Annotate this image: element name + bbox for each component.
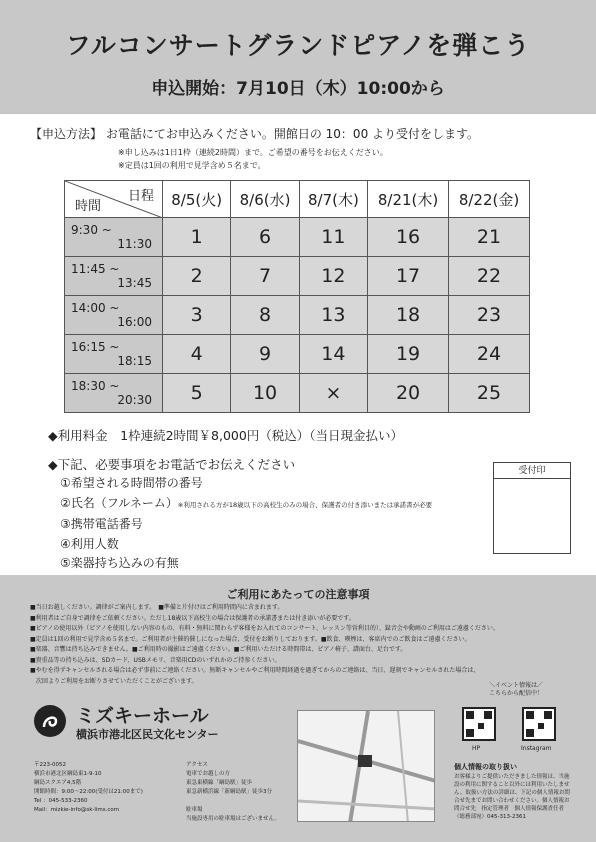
schedule-header-row [65, 181, 530, 218]
method-label: 【申込方法】 [30, 127, 103, 141]
page-title: フルコンサートグランドピアノを弾こう [65, 31, 531, 60]
list-item: ②氏名（フルネーム）※利用される方が18歳以下の高校生のみの場合、保護者の付き添いまたは承諾書が必要 [60, 495, 433, 510]
hall-subname: 横浜市港北区民文化センター [76, 728, 219, 741]
list-item: ①希望される時間帯の番号 [60, 476, 203, 490]
slot-number: 1 [163, 218, 231, 257]
usage-fee: ◆利用料金 1枠連続2時間￥8,000円（税込）（当日現金払い） [48, 428, 404, 443]
date-header: 8/5(火) [163, 181, 231, 218]
note-line: ■楽器、音響は持ち込みできません。■ご利用時の撮影はご遠慮ください。■ご利用いただける時間帯は、ピアノ椅子、譜面台、足台です。 [30, 646, 407, 653]
schedule-corner [65, 181, 163, 218]
slot-number: 16 [368, 218, 449, 257]
event-info [458, 682, 574, 698]
time-slot: 16:15 ~ 18:15 [65, 335, 163, 374]
slot-number: 2 [163, 257, 231, 296]
time-slot: 14:00 ~ 16:00 [65, 296, 163, 335]
schedule-row [65, 335, 530, 374]
privacy-block [454, 763, 574, 821]
stamp-label: 受付印 [494, 463, 570, 479]
minor-note: ※利用される方が18歳以下の高校生のみの場合、保護者の付き添いまたは承諾書が必要 [177, 500, 433, 509]
application-start-date: 申込開始：7月10日（木）10:00から [151, 79, 445, 99]
time-slot: 18:30 ~ 20:30 [65, 374, 163, 413]
hp-qr-code-icon[interactable] [462, 707, 496, 741]
note-line: ■当日お越しください。調律がご案内します。 ■準備と片付けはご利用時間内に含まれます。 [30, 604, 284, 611]
address-block: 〒223-0052 横浜市港北区綱島東1-9-10 綱島スクエア4,5階 開館時間：9:00～22:00(受付は21:00まで) Tel ：045-533-2360 Mail：mizkie-info@sk-lims.com [34, 762, 143, 813]
required-items-list [60, 474, 432, 574]
slot-number: 13 [299, 296, 367, 335]
method-text: お電話にてお申込みください。開館日の 10：00 より受付をします。 [105, 127, 480, 141]
slot-number: 19 [368, 335, 449, 374]
slot-number: 5 [163, 374, 231, 413]
note-capacity: ※定員は1回の利用で見学含め５名まで。 [118, 161, 266, 170]
hall-name: ミズキーホール [76, 705, 209, 727]
footer-band [0, 575, 596, 842]
note-line: ■利用者はご自身で調律をご依頼ください。ただし18歳以下高校生の場合は保護者の承諾書または付き添いが必要です。 [30, 614, 355, 622]
date-header: 8/7(木) [299, 181, 367, 218]
date-header: 8/6(水) [231, 181, 299, 218]
schedule-row [65, 374, 530, 413]
slot-number: 12 [299, 257, 367, 296]
reception-stamp-box [493, 462, 571, 554]
schedule-row [65, 296, 530, 335]
slot-number: 8 [231, 296, 299, 335]
slot-number: 24 [449, 335, 530, 374]
schedule-table [64, 180, 530, 413]
time-slot: 11:45 ~ 13:45 [65, 257, 163, 296]
note-line: ■やむを得ずキャンセルされる場合は必ず事前にご連絡ください。無断キャンセルやご利用時間経過を過ぎてからのご連絡は、当日、遅刻でキャンセルされた場合は、 [30, 667, 480, 674]
date-header: 8/21(木) [368, 181, 449, 218]
note-line: ■定員は1回の利用で見学含め５名まで。ご利用者が主催的催しになった場合、受付をお断りしております。■飲食、喫煙は、客席内でのご飲食はご遠慮ください。 [30, 635, 471, 643]
hp-label: HP [472, 745, 481, 752]
notes-title: ご利用にあたっての注意事項 [226, 588, 370, 601]
slot-number: 3 [163, 296, 231, 335]
corner-day-label: 日程 [127, 189, 154, 204]
schedule-row [65, 218, 530, 257]
note-line: 次回よりご利用をお断りさせていただくことがございます。 [30, 677, 198, 685]
slot-number: 21 [449, 218, 530, 257]
slot-number: 11 [299, 218, 367, 257]
slot-number: 17 [368, 257, 449, 296]
slot-number: 4 [163, 335, 231, 374]
access-map [297, 710, 435, 822]
slot-number: 14 [299, 335, 367, 374]
event-subtitle: こちらから配信中！ [488, 690, 543, 697]
privacy-title: 個人情報の取り扱い [454, 763, 517, 771]
logo-mark-icon [34, 705, 66, 737]
slot-number: 9 [231, 335, 299, 374]
list-item: ⑤楽器持ち込みの有無 [60, 556, 179, 570]
instagram-label: Instagram [521, 745, 552, 752]
header-band [0, 0, 596, 114]
event-title: ＼イベント情報は／ [488, 682, 543, 689]
time-slot: 9:30 ~ 11:30 [65, 218, 163, 257]
slot-number: 7 [231, 257, 299, 296]
usage-notes [30, 603, 570, 687]
privacy-text: お客様よりご提供いただきました情報は、当施設の利用に関すること以外には利用いたしません。取扱い方法の詳細は、下記の個人情報お問合せ先までお問い合わせください。個人情報お問合せ先 指定管理者 個人情報保護責任者（総務部宛）045-313-2361 [454, 774, 570, 820]
slot-unavailable-mark: × [299, 374, 367, 413]
date-header: 8/22(金) [449, 181, 530, 218]
application-notes [118, 146, 388, 172]
schedule-row [65, 257, 530, 296]
list-item: ③携帯電話番号 [60, 517, 143, 531]
slot-number: 10 [231, 374, 299, 413]
access-block: アクセス 電車でお越しの方 東急東横線「綱島駅」徒歩 東急新横浜線「新綱島駅」徒歩3分 駐車場 当施設専用の駐車場はございません。 [186, 762, 280, 822]
slot-number: 18 [368, 296, 449, 335]
note-one-slot: ※申し込みは1日1枠（連続2時間）まで。ご希望の番号をお伝えください。 [118, 148, 388, 157]
list-item: ④利用人数 [60, 536, 119, 551]
instructions-heading: ◆下記、必要事項をお電話でお伝えください [48, 457, 296, 472]
corner-time-label: 時間 [75, 199, 102, 214]
slot-number: 25 [449, 374, 530, 413]
slot-number: 22 [449, 257, 530, 296]
slot-number: 6 [231, 218, 299, 257]
note-line: ■ピアノの使用以外（ピアノを使用しない内容のもの、有料・無料に関わらず客様をお入れてのコンサート、レッスン等営利目的）、録音会や動画のご利用はご遠慮ください。 [30, 625, 499, 632]
note-line: ■貴重品等の持ち込みは、SDカード、USBメモリ、音楽用CDのいずれかのご持参ください。 [30, 656, 281, 664]
slot-number: 20 [368, 374, 449, 413]
application-method [30, 125, 479, 142]
slot-number: 23 [449, 296, 530, 335]
instagram-qr-code-icon[interactable] [522, 707, 556, 741]
